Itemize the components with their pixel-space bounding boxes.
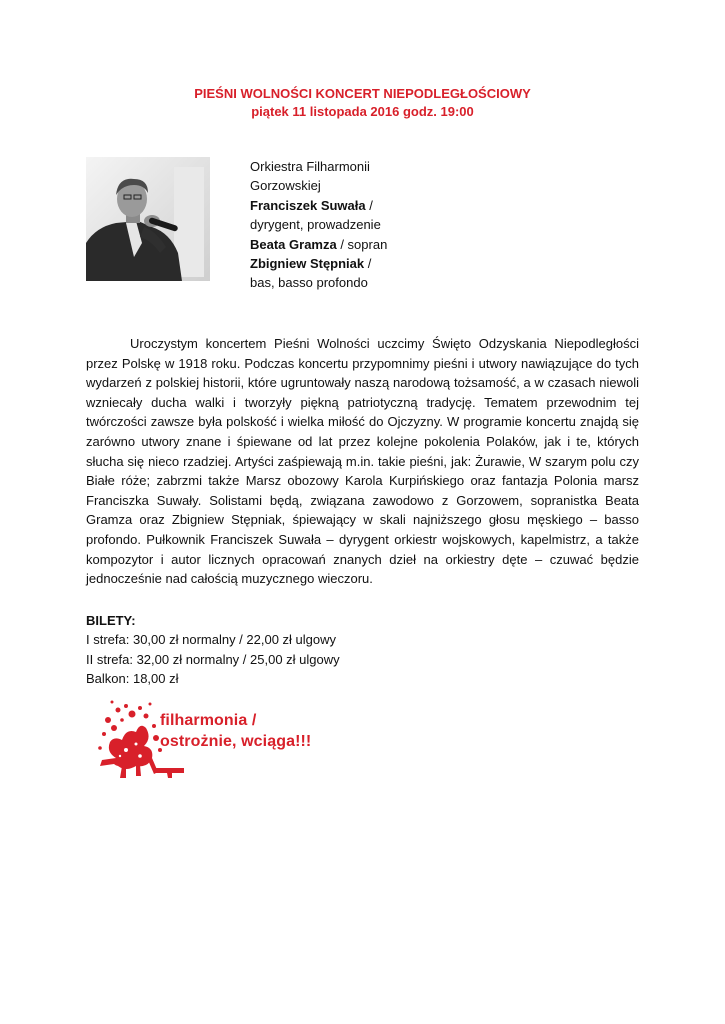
event-date: piątek 11 listopada 2016 godz. 19:00 <box>251 104 474 119</box>
concert-description: Uroczystym koncertem Pieśni Wolności uczcimy Święto Odzyskania Niepodległości przez Polskę w 1918 roku. Podczas koncertu przypomnimy pieśni i utwory nawiązujące do tych wydarzeń z polskiej historii, które ugruntowały naszą narodową tożsamość, a w czasach niewoli wzniecały ducha walki i tworzyły piękną patriotyczną tradycję. Tematem przewodnim tej twórczości zawsze była polskość i wielka miłość do Ojczyzny. W programie koncertu znajdą się zarówno utwory znane i śpiewane od lat przez kolejne pokolenia Polaków, jak i te, których słucha się nieco rzadziej. Artyści zaśpiewają m.in. takie pieśni, jak: Żurawie, W szarym polu czy Białe róże; zabrzmi także Marsz obozowy Karola Kurpińskiego oraz fantazja Polonia marsz Franciszka Suwały. Solistami będą, związana zawodowo z Gorzowem, sopranistka Beata Gramza oraz Zbigniew Stępniak, śpiewający w skali najniższego głosu męskiego – basso profondo. Pułkownik Franciszek Suwała – dyrygent orkiestr wojskowych, kapelmistrz, a także kompozytor i autor licznych opracowań znanych dzieł na orkiestry dęte – czuwać będzie jednocześnie nad całością muzycznego wieczoru. <box>86 336 639 587</box>
conductor-photo <box>86 157 210 281</box>
conductor-line <box>250 196 450 215</box>
conductor-name: Franciszek Suwała <box>250 197 366 213</box>
bass-line <box>250 254 450 273</box>
bass-name: Zbigniew Stępniak <box>250 256 365 272</box>
tickets-title: BILETY: <box>86 613 136 628</box>
performers-list <box>250 157 450 293</box>
bass-role: bas, basso profondo <box>250 275 368 291</box>
soprano-name: Beata Gramza <box>250 236 337 252</box>
soprano-line <box>250 235 450 254</box>
ticket-balcony: Balkon: 18,00 zł <box>86 671 179 687</box>
orchestra-line-2: Gorzowskiej <box>250 178 321 194</box>
soprano-role: / sopran <box>336 236 388 252</box>
conductor-photo-image <box>86 157 210 281</box>
filharmonia-logo <box>96 698 356 780</box>
ticket-zone-1: I strefa: 30,00 zł normalny / 22,00 zł ulgowy <box>86 632 337 648</box>
conductor-separator: / <box>365 197 373 213</box>
logo-text <box>160 710 311 752</box>
orchestra-line-1: Orkiestra Filharmonii <box>250 159 370 174</box>
ticket-zone-2: II strefa: 32,00 zł normalny / 25,00 zł ulgowy <box>86 651 340 667</box>
tickets-section <box>86 611 340 689</box>
event-title: PIEŚNI WOLNOŚCI KONCERT NIEPODLEGŁOŚCIOWY <box>194 86 531 101</box>
logo-line-2: ostrożnie, wciąga!!! <box>160 733 312 750</box>
event-header <box>0 85 725 121</box>
conductor-role: dyrygent, prowadzenie <box>250 217 381 233</box>
logo-line-1: filharmonia / <box>160 712 257 729</box>
bass-separator: / <box>364 256 372 272</box>
